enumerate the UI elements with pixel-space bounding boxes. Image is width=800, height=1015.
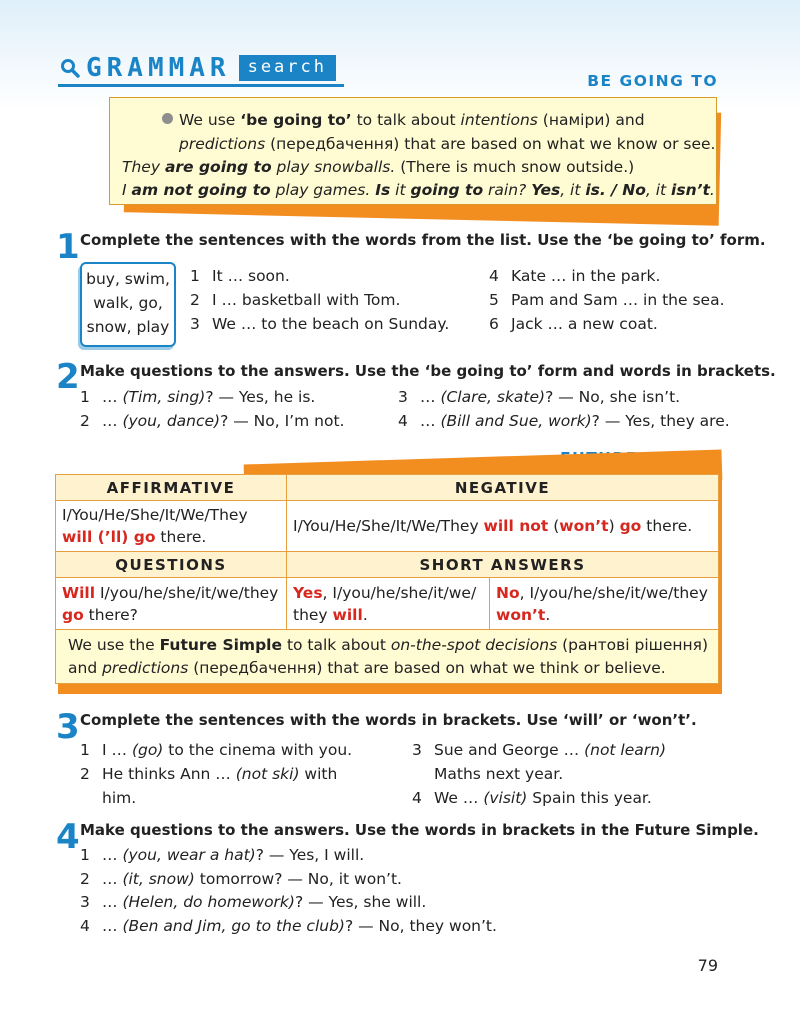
list-item: 4 Kate … in the park. bbox=[489, 267, 661, 285]
note-example-1: They are going to play snowballs. (There is much snow outside.) bbox=[122, 158, 635, 176]
exercise-1-col-2 bbox=[489, 264, 725, 336]
magnifier-icon bbox=[60, 58, 80, 78]
exercise-4-list bbox=[80, 844, 497, 938]
future-simple-table bbox=[55, 474, 719, 684]
note-line-2: predictions (передбачення) that are based on what we know or see. bbox=[179, 135, 716, 153]
exercise-2-col-1 bbox=[80, 385, 344, 433]
list-item-continued: Maths next year. bbox=[434, 765, 564, 783]
exercise-3-col-1 bbox=[80, 738, 352, 810]
cell-yes-answer: Yes, I/you/he/she/it/we/ they will. bbox=[287, 578, 490, 630]
list-item: 3 We … to the beach on Sunday. bbox=[190, 315, 450, 333]
grammar-title: GRAMMAR bbox=[86, 53, 231, 83]
list-item: 3 Sue and George … (not learn) bbox=[412, 741, 667, 759]
list-item: 2 … (it, snow) tomorrow? — No, it won’t. bbox=[80, 869, 402, 888]
list-item: 4 We … (visit) Spain this year. bbox=[412, 789, 652, 807]
header-negative: NEGATIVE bbox=[287, 475, 719, 501]
grammar-search-header bbox=[60, 52, 336, 84]
page-number: 79 bbox=[697, 956, 718, 975]
list-item: 2 … (you, dance)? — No, I’m not. bbox=[80, 412, 345, 430]
list-item: 3 … (Clare, skate)? — No, she isn’t. bbox=[398, 388, 681, 406]
exercise-1-col-1 bbox=[190, 264, 449, 336]
cell-no-answer: No, I/you/he/she/it/we/they won’t. bbox=[490, 578, 719, 630]
header-affirmative: AFFIRMATIVE bbox=[56, 475, 287, 501]
exercise-2-col-2 bbox=[398, 385, 730, 433]
word-list-line-2: walk, go, bbox=[93, 294, 163, 312]
list-item: 1 It … soon. bbox=[190, 267, 290, 285]
exercise-1-title: Complete the sentences with the words from the list. Use the ‘be going to’ form. bbox=[80, 231, 766, 249]
word-list-line-1: buy, swim, bbox=[86, 270, 170, 288]
note-example-2: I am not going to play games. Is it going to rain? Yes, it is. / No, it isn’t. bbox=[122, 181, 715, 199]
exercise-4-number: 4 bbox=[56, 817, 80, 857]
exercise-1-number: 1 bbox=[56, 227, 80, 267]
cell-usage-note: We use the Future Simple to talk about on-the-spot decisions (рантові рішення) and predictions (передбачення) that are based on what we think or believe. bbox=[56, 630, 719, 684]
word-list-line-3: snow, play bbox=[86, 318, 170, 336]
list-item: 1 … (Tim, sing)? — Yes, he is. bbox=[80, 388, 316, 406]
word-list-box bbox=[80, 262, 176, 347]
exercise-4-title: Make questions to the answers. Use the words in brackets in the Future Simple. bbox=[80, 821, 759, 839]
search-label: search bbox=[239, 55, 336, 81]
bullet-icon bbox=[162, 113, 173, 124]
exercise-2-number: 2 bbox=[56, 357, 80, 397]
exercise-2-title: Make questions to the answers. Use the ‘be going to’ form and words in brackets. bbox=[80, 362, 776, 380]
list-item: 1 I … (go) to the cinema with you. bbox=[80, 741, 353, 759]
header-short-answers: SHORT ANSWERS bbox=[287, 552, 719, 578]
note-line-1: We use ‘be going to’ to talk about intentions (наміри) and bbox=[122, 108, 716, 132]
exercise-3-title: Complete the sentences with the words in brackets. Use ‘will’ or ‘won’t’. bbox=[80, 711, 697, 729]
exercise-3-number: 3 bbox=[56, 707, 80, 747]
cell-affirmative: I/You/He/She/It/We/They will (’ll) go there. bbox=[56, 501, 287, 552]
list-item: 3 … (Helen, do homework)? — Yes, she will. bbox=[80, 893, 427, 911]
cell-questions: Will I/you/he/she/it/we/they go there? bbox=[56, 578, 287, 630]
list-item: 6 Jack … a new coat. bbox=[489, 315, 658, 333]
list-item: 2 He thinks Ann … (not ski) with bbox=[80, 765, 338, 783]
exercise-3-col-2 bbox=[412, 738, 666, 810]
cell-negative: I/You/He/She/It/We/They will not (won’t) go there. bbox=[287, 501, 719, 552]
header-questions: QUESTIONS bbox=[56, 552, 287, 578]
list-item: 2 I … basketball with Tom. bbox=[190, 291, 401, 309]
list-item-continued: him. bbox=[102, 789, 137, 807]
section-heading-be-going-to: BE GOING TO bbox=[587, 72, 718, 90]
be-going-to-note bbox=[109, 97, 717, 205]
list-item: 4 … (Bill and Sue, work)? — Yes, they are. bbox=[398, 412, 730, 430]
list-item: 1 … (you, wear a hat)? — Yes, I will. bbox=[80, 846, 365, 864]
list-item: 5 Pam and Sam … in the sea. bbox=[489, 291, 725, 309]
header-underline bbox=[58, 84, 344, 87]
list-item: 4 … (Ben and Jim, go to the club)? — No, they won’t. bbox=[80, 916, 497, 935]
